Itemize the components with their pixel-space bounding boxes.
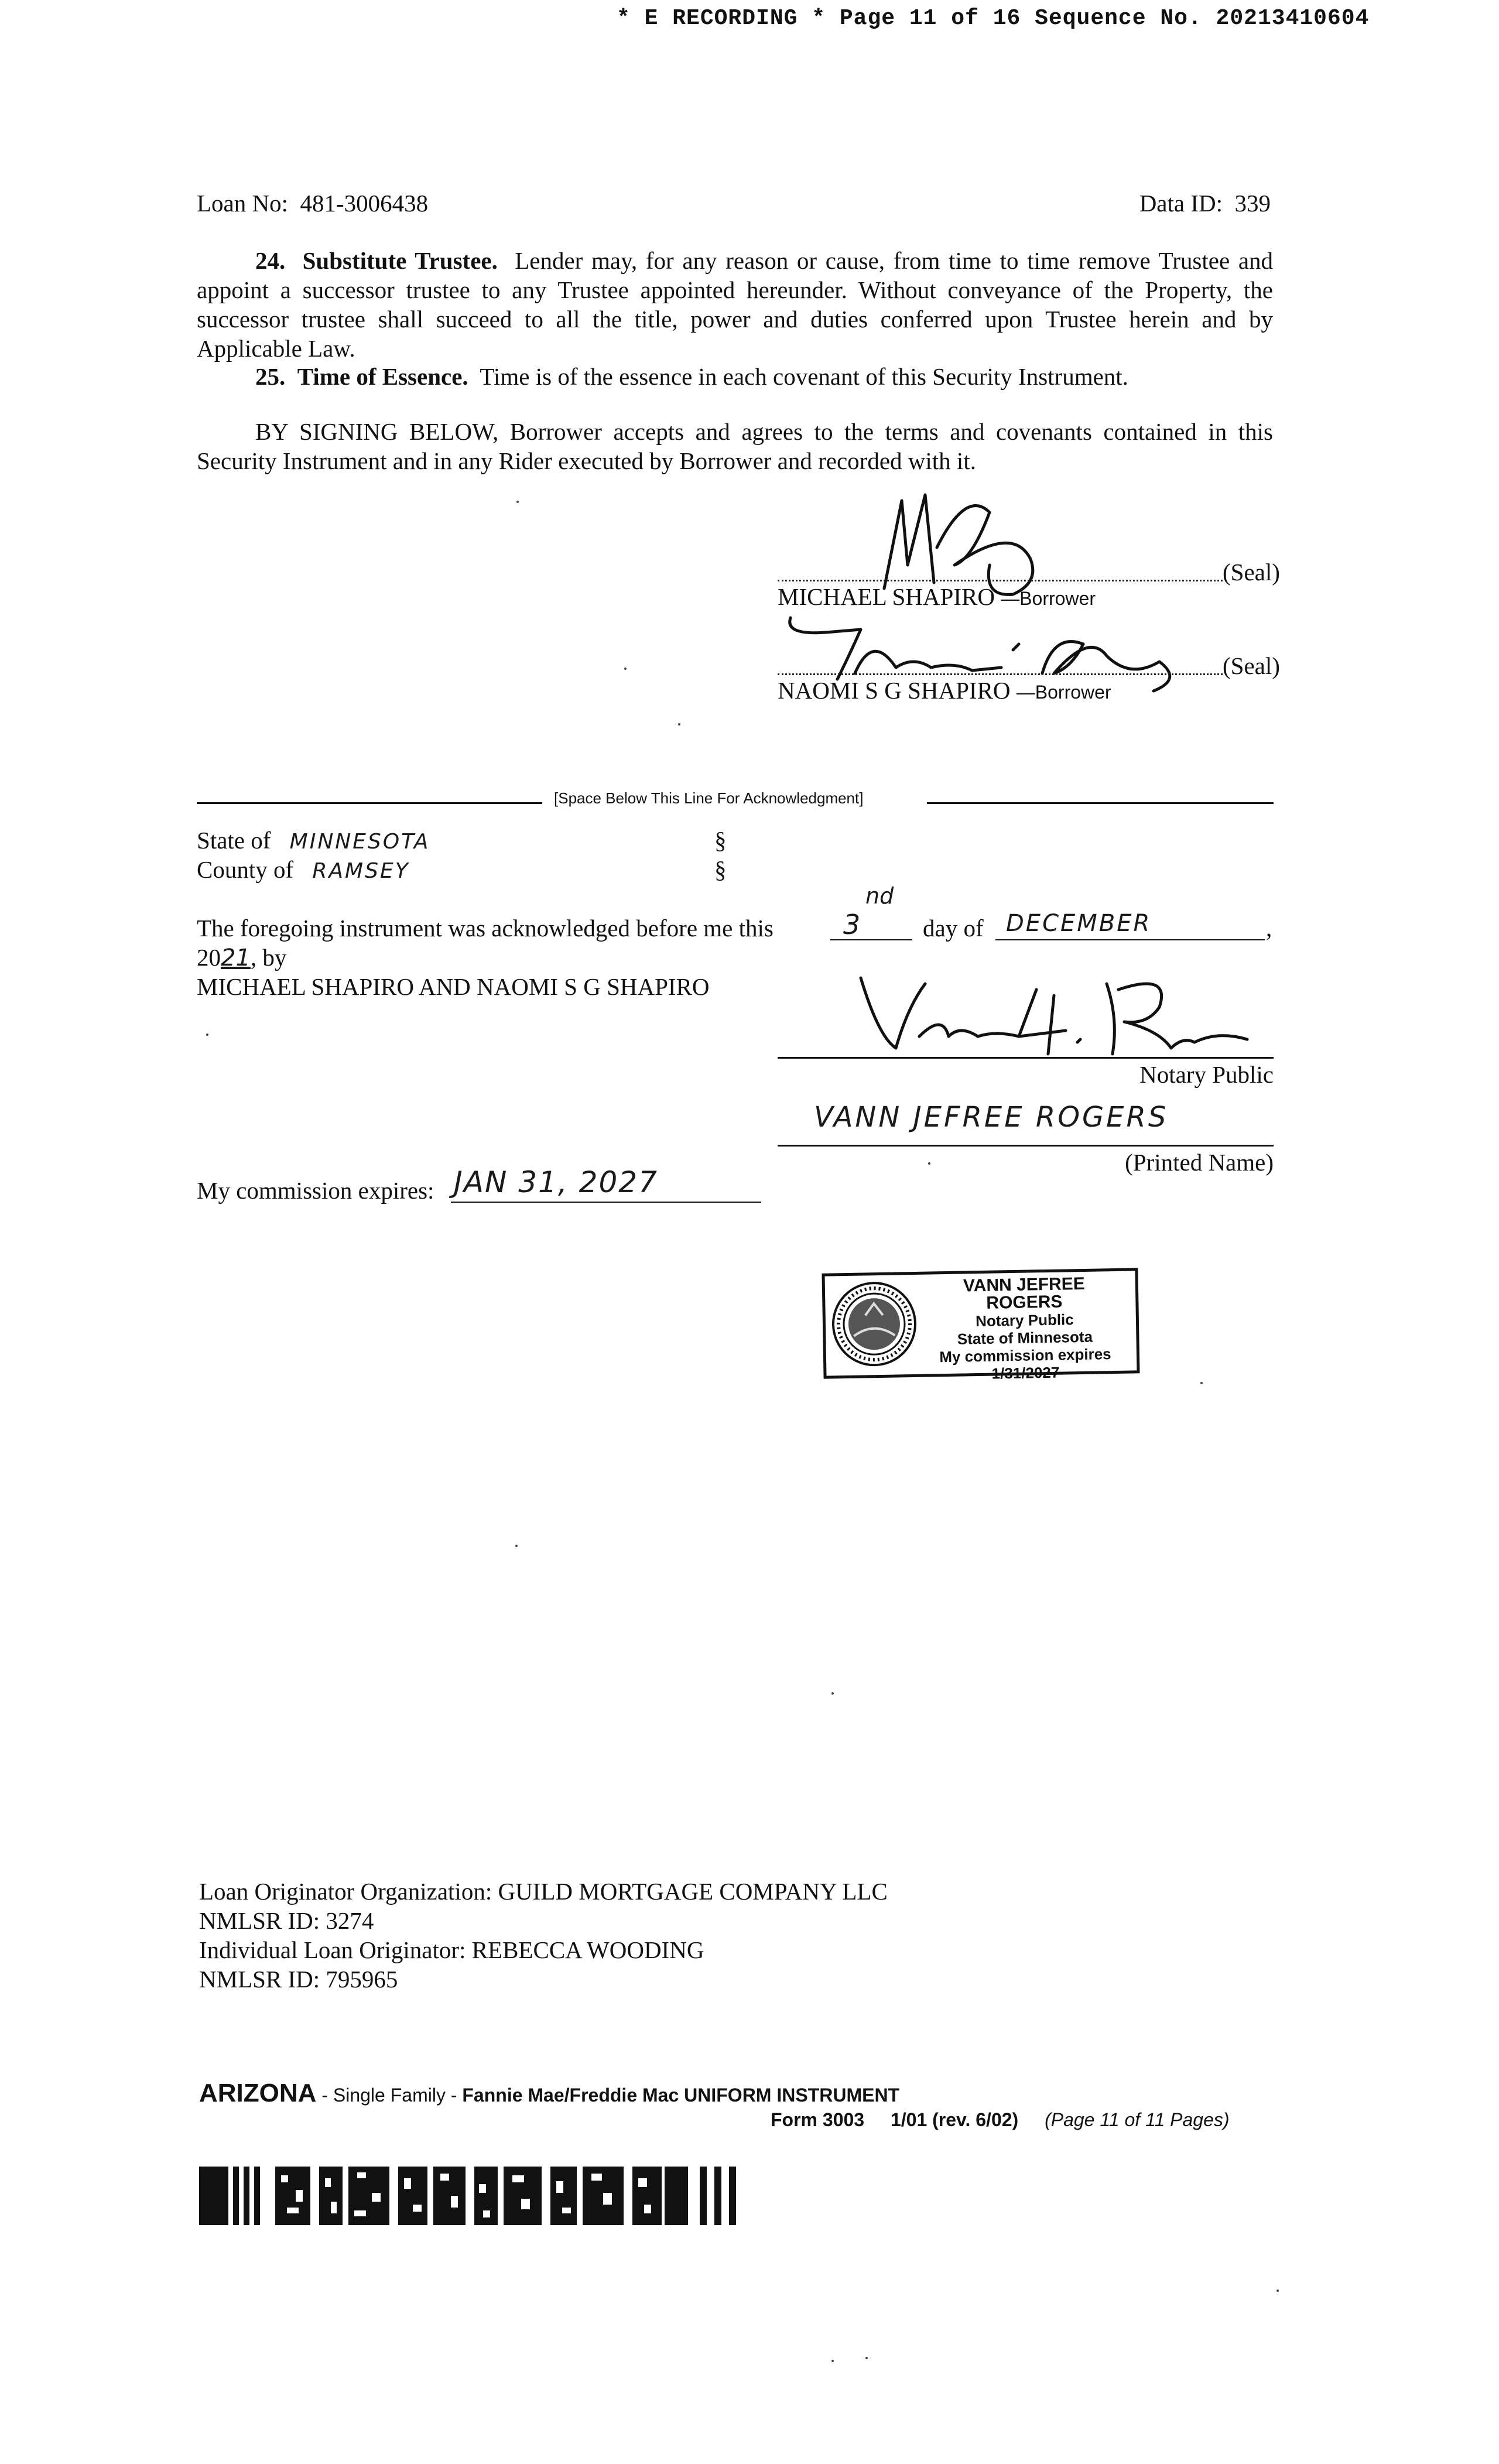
- county-section-symbol: §: [714, 856, 727, 883]
- day-value: 3: [843, 909, 861, 940]
- recording-header: * E RECORDING * Page 11 of 16 Sequence No. 20213410604: [617, 6, 1370, 31]
- footer-state: ARIZONA: [199, 2079, 317, 2107]
- footer-rev: 1/01 (rev. 6/02): [890, 2109, 1019, 2130]
- footer-form: Form 3003: [771, 2109, 865, 2130]
- scan-speck: [831, 2360, 834, 2362]
- commission-value: JAN 31, 2027: [454, 1165, 658, 1199]
- footer-desc2: Fannie Mae/Freddie Mac UNIFORM INSTRUMENT: [462, 2085, 900, 2106]
- originator-nmlsr-1: NMLSR ID: 3274: [199, 1907, 374, 1934]
- stamp-line2: State of Minnesota: [957, 1327, 1093, 1348]
- data-id-label: Data ID:: [1139, 190, 1223, 217]
- scan-speck: [515, 1545, 518, 1547]
- loan-number-line: [197, 189, 428, 218]
- printed-name-value: VANN JEFREE ROGERS: [814, 1101, 1169, 1134]
- borrower2-seal: (Seal): [1223, 652, 1280, 679]
- year-value: 21: [221, 944, 251, 971]
- scan-speck: [206, 1033, 208, 1036]
- county-label: County of: [197, 856, 294, 883]
- day-of-label: day of: [923, 915, 984, 942]
- day-blank: [830, 939, 912, 940]
- data-id-line: [1139, 189, 1271, 218]
- scan-speck: [678, 723, 680, 725]
- foregoing-text: The foregoing instrument was acknowledged before me this: [197, 915, 774, 942]
- borrower2-name-text: NAOMI S G SHAPIRO: [778, 677, 1011, 704]
- scan-speck: [865, 2357, 868, 2359]
- state-section-symbol: §: [714, 827, 727, 854]
- stamp-text: [928, 1275, 1122, 1384]
- footer-instrument: [199, 2079, 899, 2108]
- stamp-line1: Notary Public: [975, 1310, 1074, 1330]
- borrower2-name: [778, 676, 1111, 707]
- month-blank: [995, 939, 1265, 940]
- borrower1-seal: (Seal): [1223, 559, 1280, 586]
- signing-statement: BY SIGNING BELOW, Borrower accepts and agrees to the terms and covenants contained in this Security Instrument and in any Rider executed by Borrower and recorded with it.: [197, 418, 1273, 474]
- notary-public-label: Notary Public: [1139, 1061, 1274, 1088]
- data-id-value: 339: [1234, 190, 1271, 217]
- parties-line: MICHAEL SHAPIRO AND NAOMI S G SHAPIRO: [197, 973, 710, 1000]
- stamp-line3: My commission expires: [939, 1345, 1111, 1366]
- section-24-number: 24.: [255, 247, 286, 274]
- county-value: RAMSEY: [312, 859, 410, 883]
- scan-speck: [624, 668, 627, 670]
- scan-speck: [516, 501, 519, 503]
- borrower2-role: —Borrower: [1016, 682, 1111, 703]
- notary-signature: [843, 966, 1265, 1066]
- section-25: [255, 362, 1128, 391]
- state-label: State of: [197, 827, 271, 854]
- year-by: , by: [250, 944, 287, 971]
- borrower1-name-text: MICHAEL SHAPIRO: [778, 583, 995, 610]
- state-seal-icon: [830, 1279, 919, 1369]
- section-25-text: Time is of the essence in each covenant of this Security Instrument.: [480, 363, 1128, 390]
- scan-speck: [1200, 1382, 1203, 1384]
- stamp-name: VANN JEFREE ROGERS: [963, 1274, 1086, 1313]
- county-line: [197, 855, 410, 886]
- loan-no-value: 481-3006438: [300, 190, 429, 217]
- month-comma: ,: [1266, 915, 1272, 942]
- year-prefix: 20: [197, 944, 221, 971]
- month-value: DECEMBER: [1006, 910, 1152, 937]
- originator-nmlsr-2: NMLSR ID: 795965: [199, 1966, 398, 1993]
- ack-divider-right: [927, 802, 1274, 804]
- borrower1-role: —Borrower: [1001, 588, 1096, 609]
- notary-signature-line: [778, 1057, 1274, 1059]
- section-25-number: 25.: [255, 363, 286, 390]
- section-24: [197, 246, 1273, 363]
- day-suffix: nd: [865, 883, 894, 909]
- originator-block: [199, 1877, 888, 1994]
- state-value: MINNESOTA: [289, 830, 430, 854]
- section-24-title: Substitute Trustee.: [302, 247, 498, 274]
- ack-divider-left: [197, 802, 542, 804]
- printed-name-line: [778, 1145, 1274, 1147]
- scan-speck: [1276, 2290, 1279, 2292]
- barcode-icon: [199, 2161, 785, 2228]
- notary-stamp: [822, 1268, 1139, 1382]
- state-line: [197, 826, 430, 857]
- originator-org: Loan Originator Organization: GUILD MORTGAGE COMPANY LLC: [199, 1878, 888, 1905]
- section-25-title: Time of Essence.: [297, 363, 468, 390]
- originator-individual: Individual Loan Originator: REBECCA WOODING: [199, 1936, 704, 1963]
- michael-signature-line: [778, 580, 1223, 581]
- year-line: [197, 943, 286, 973]
- loan-no-label: Loan No:: [197, 190, 288, 217]
- commission-label: My commission expires:: [197, 1177, 434, 1204]
- commission-line: [451, 1202, 761, 1203]
- footer-pages: (Page 11 of 11 Pages): [1045, 2109, 1230, 2130]
- scan-speck: [928, 1162, 930, 1165]
- footer-desc1: - Single Family -: [316, 2085, 463, 2106]
- naomi-signature-line: [778, 673, 1223, 675]
- printed-name-label: (Printed Name): [1125, 1149, 1274, 1176]
- section-24-text: Lender may, for any reason or cause, from time to time remove Trustee and appoint a successor trustee to any Trustee appointed hereunder. Without conveyance of the Property, the successor trustee shall succeed to all the title, power and duties conferred upon Trustee herein and by Applicable Law.: [197, 247, 1274, 362]
- footer-form-line: [771, 2109, 1230, 2131]
- scan-speck: [831, 1692, 834, 1695]
- ack-divider-label: [Space Below This Line For Acknowledgment]: [554, 789, 864, 807]
- stamp-line4: 1/31/2027: [991, 1363, 1060, 1382]
